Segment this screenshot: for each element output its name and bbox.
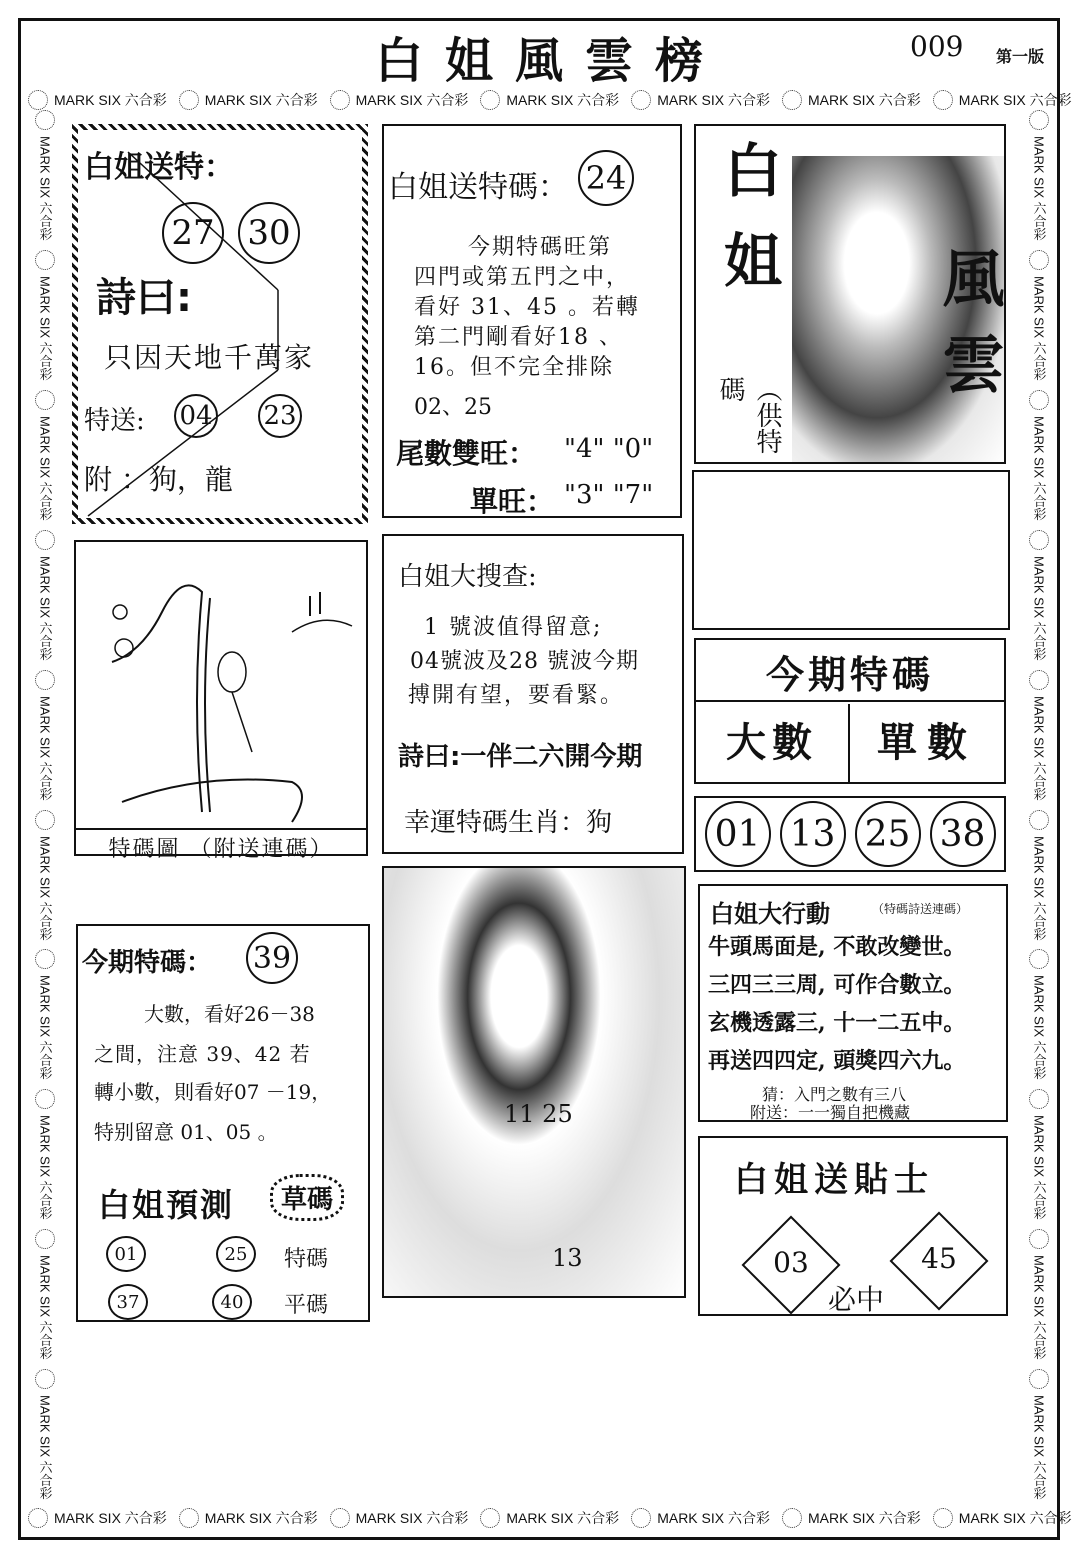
top-band — [28, 86, 1072, 114]
flower-icon — [1029, 810, 1049, 830]
band-unit: MARK SIX 六合彩 — [1029, 949, 1049, 1080]
band-unit: MARK SIX 六合彩 — [1029, 1369, 1049, 1500]
flower-icon — [330, 1508, 350, 1528]
box10-number: 03 — [773, 1246, 809, 1279]
box7-heading: 今期特碼： — [82, 948, 213, 978]
band-unit: MARK SIX 六合彩 — [933, 1508, 1072, 1528]
box9-attach: 附送：一一獨自把機藏 — [750, 1103, 911, 1122]
flower-icon — [35, 1089, 55, 1109]
band-unit: MARK SIX 六合彩 — [782, 1508, 921, 1528]
box10-number: 45 — [921, 1242, 957, 1275]
issue-number: 009 — [910, 30, 964, 63]
number-circle: 30 — [238, 202, 300, 264]
box-bai-jie-song-te — [72, 124, 368, 524]
number-circle: 37 — [108, 1284, 148, 1320]
box2-single-label: 單旺： — [470, 485, 555, 518]
blank-panel — [692, 470, 1010, 630]
box5-line: 搏開有望，要看緊。 — [408, 683, 625, 708]
band-unit: MARK SIX 六合彩 — [179, 90, 318, 110]
band-unit: MARK SIX 六合彩 — [35, 110, 55, 241]
flower-icon — [35, 810, 55, 830]
band-unit: MARK SIX 六合彩 — [480, 1508, 619, 1528]
box1-special-label: 特送: — [84, 406, 145, 436]
number-circle: 27 — [162, 202, 224, 264]
flower-icon — [1029, 530, 1049, 550]
box5-line: 04號波及28 號波今期 — [410, 649, 639, 674]
band-unit: MARK SIX 六合彩 — [782, 90, 921, 110]
box9-line: 牛頭馬面是, 不敢改變世。 — [708, 934, 966, 960]
box5-poem: 詩曰:一伴二六開今期 — [398, 742, 643, 772]
right-band — [1024, 110, 1054, 1500]
flower-icon — [330, 90, 350, 110]
left-band — [30, 110, 60, 1500]
band-unit: MARK SIX 六合彩 — [35, 1369, 55, 1500]
flower-icon — [35, 670, 55, 690]
box3-chars-right: 風雲 — [932, 246, 1005, 418]
box-tie-shi — [698, 1136, 1008, 1316]
flower-icon — [631, 90, 651, 110]
box3-chars-left: 白姐 — [714, 140, 782, 320]
box4-caption: 特碼圖 （附送連碼） — [76, 828, 366, 863]
box8-num-bottom: 13 — [552, 1244, 583, 1272]
flower-icon — [35, 1369, 55, 1389]
box1-special-numbers — [174, 394, 302, 438]
band-unit: MARK SIX 六合彩 — [1029, 390, 1049, 521]
box-jin-qi-te-ma-39 — [76, 924, 370, 1322]
flower-icon — [1029, 1229, 1049, 1249]
box2-line: 第二門剛看好18 、 — [414, 325, 623, 350]
box-te-ma-tu — [74, 540, 368, 862]
box8-nums-top: 11 25 — [504, 1100, 573, 1128]
flower-icon — [782, 90, 802, 110]
flower-icon — [1029, 1369, 1049, 1389]
box9-heading: 白姐大行動 — [710, 900, 830, 928]
box2-single-values: "3" "7" — [564, 480, 654, 510]
band-unit: MARK SIX 六合彩 — [933, 90, 1072, 110]
band-unit: MARK SIX 六合彩 — [1029, 530, 1049, 661]
box-photo-numbers — [382, 866, 686, 1298]
box9-line: 再送四四定, 頭獎四六九。 — [708, 1048, 966, 1074]
flower-icon — [35, 949, 55, 969]
box7-line: 轉小數，則看好07 －19， — [94, 1080, 332, 1104]
box2-line: 今期特碼旺第 — [468, 235, 613, 260]
number-circle: 40 — [212, 1284, 252, 1320]
number-circle: 25 — [855, 801, 921, 867]
flower-icon — [1029, 390, 1049, 410]
flower-icon — [35, 110, 55, 130]
band-unit: MARK SIX 六合彩 — [28, 90, 167, 110]
flower-icon — [35, 390, 55, 410]
number-circle: 04 — [174, 394, 218, 438]
box5-heading: 白姐大搜查: — [398, 562, 537, 592]
number-circle: 38 — [930, 801, 996, 867]
flower-icon — [631, 1508, 651, 1528]
number-circle: 01 — [106, 1236, 146, 1272]
flower-icon — [1029, 1089, 1049, 1109]
box2-line: 看好 31、45 。若轉 — [414, 295, 640, 320]
box2-line: 四門或第五門之中， — [414, 265, 631, 290]
band-unit: MARK SIX 六合彩 — [179, 1508, 318, 1528]
band-unit: MARK SIX 六合彩 — [1029, 110, 1049, 241]
box6-left: 大數 — [696, 704, 850, 782]
box1-numbers — [162, 202, 300, 264]
box7-row1-label: 特碼 — [284, 1247, 329, 1272]
box10-note: 必中 — [828, 1283, 885, 1316]
band-unit: MARK SIX 六合彩 — [35, 670, 55, 801]
monkey-illustration — [82, 552, 362, 824]
box3-sub: （供特碼 — [715, 376, 782, 454]
band-unit: MARK SIX 六合彩 — [35, 1229, 55, 1360]
band-unit: MARK SIX 六合彩 — [1029, 250, 1049, 381]
band-unit: MARK SIX 六合彩 — [631, 90, 770, 110]
box5-line: 1 號波值得留意; — [424, 615, 603, 640]
box6-right: 單數 — [877, 719, 977, 766]
page-title: 白姐風雲榜 — [374, 33, 725, 89]
flower-icon — [1029, 949, 1049, 969]
band-unit: MARK SIX 六合彩 — [35, 390, 55, 521]
box9-heading-note: （特碼詩送連碼） — [872, 902, 969, 916]
box2-tail-values: "4" "0" — [564, 434, 654, 464]
box7-row2-label: 平碼 — [284, 1293, 329, 1318]
flower-icon — [1029, 250, 1049, 270]
edition-label: 第一版 — [996, 47, 1045, 66]
box5-lucky: 幸運特碼生肖：狗 — [404, 808, 613, 838]
box1-attach: 附 ：狗，龍 — [84, 463, 233, 496]
flower-icon — [1029, 110, 1049, 130]
box2-line: 02、25 — [414, 395, 492, 420]
number-circle: 23 — [258, 394, 302, 438]
box2-heading: 白姐送特碼： — [388, 170, 568, 205]
band-unit: MARK SIX 六合彩 — [28, 1508, 167, 1528]
box9-guess: 猜：入門之數有三八 — [762, 1085, 907, 1104]
box1-heading: 白姐送特： — [84, 150, 234, 185]
band-unit: MARK SIX 六合彩 — [35, 250, 55, 381]
box-te-ma — [382, 124, 682, 518]
box-da-sou-cha — [382, 534, 684, 854]
box-feng-yun-photo — [694, 124, 1006, 464]
band-unit: MARK SIX 六合彩 — [480, 90, 619, 110]
band-unit: MARK SIX 六合彩 — [35, 1089, 55, 1220]
band-unit: MARK SIX 六合彩 — [631, 1508, 770, 1528]
box9-line: 三四三三周, 可作合數立。 — [708, 972, 966, 998]
band-unit: MARK SIX 六合彩 — [330, 90, 469, 110]
box2-line: 16。但不完全排除 — [414, 355, 614, 380]
flower-icon — [480, 1508, 500, 1528]
flower-icon — [1029, 670, 1049, 690]
box6-title: 今期特碼 — [696, 644, 1004, 702]
number-circle: 13 — [780, 801, 846, 867]
number-circle: 39 — [246, 932, 298, 984]
bottom-band — [28, 1504, 1072, 1532]
band-unit: MARK SIX 六合彩 — [1029, 1089, 1049, 1220]
band-unit: MARK SIX 六合彩 — [1029, 1229, 1049, 1360]
box7-line: 大數，看好26－38 — [144, 1002, 315, 1026]
box-jin-qi-te-ma — [694, 638, 1006, 784]
box10-heading: 白姐送貼士 — [734, 1160, 934, 1200]
flower-icon — [933, 1508, 953, 1528]
flower-icon — [35, 250, 55, 270]
box2-tail-label: 尾數雙旺： — [396, 437, 537, 470]
flower-icon — [28, 90, 48, 110]
box-da-xing-dong — [698, 884, 1008, 1122]
flower-icon — [179, 90, 199, 110]
flower-icon — [480, 90, 500, 110]
flower-icon — [28, 1508, 48, 1528]
band-unit: MARK SIX 六合彩 — [35, 810, 55, 941]
number-circle: 01 — [705, 801, 771, 867]
flower-icon — [35, 530, 55, 550]
band-unit: MARK SIX 六合彩 — [1029, 810, 1049, 941]
box1-poem-label: 詩曰: — [96, 275, 192, 321]
band-unit: MARK SIX 六合彩 — [330, 1508, 469, 1528]
box7-predict-badge: 草碼 — [270, 1174, 344, 1221]
box9-line: 玄機透露三, 十一二五中。 — [708, 1010, 966, 1036]
flower-icon — [933, 90, 953, 110]
flower-icon — [782, 1508, 802, 1528]
band-unit: MARK SIX 六合彩 — [35, 530, 55, 661]
flower-icon — [179, 1508, 199, 1528]
box1-poem: 只因天地千萬家 — [104, 341, 315, 374]
number-circle: 25 — [216, 1236, 256, 1272]
box6-number-row — [694, 796, 1006, 872]
band-unit: MARK SIX 六合彩 — [1029, 670, 1049, 801]
box7-predict-title: 白姐預測 — [98, 1186, 235, 1224]
box7-line: 特别留意 01、05 。 — [94, 1120, 278, 1144]
number-circle: 24 — [578, 150, 634, 206]
band-unit: MARK SIX 六合彩 — [35, 949, 55, 1080]
box7-line: 之間，注意 39、42 若 — [94, 1042, 311, 1066]
flower-icon — [35, 1229, 55, 1249]
